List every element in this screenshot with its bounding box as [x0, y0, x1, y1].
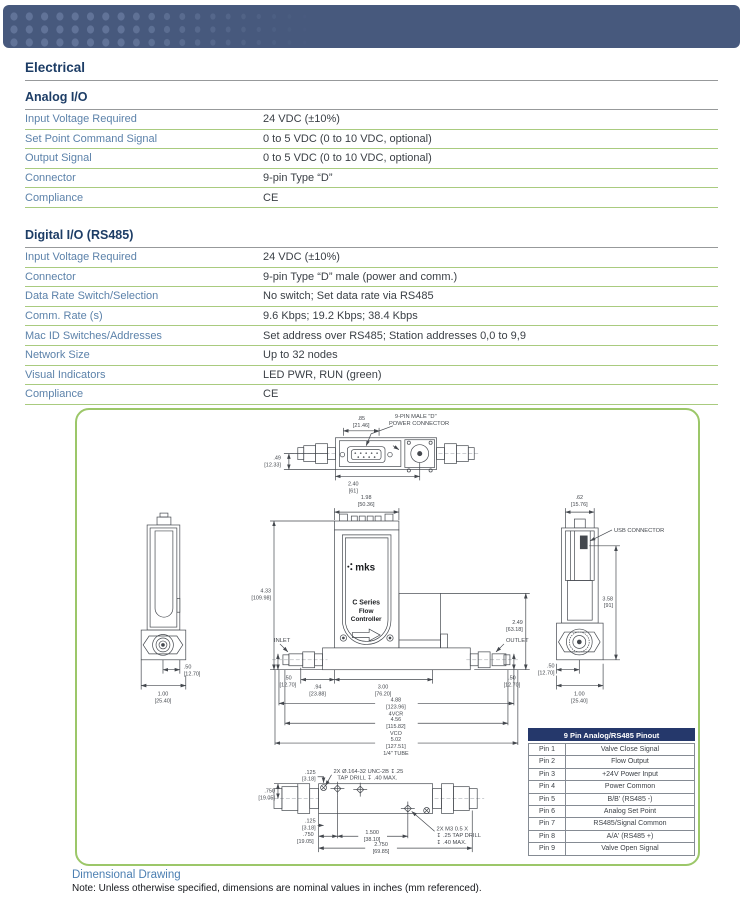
spec-label: Data Rate Switch/Selection	[25, 290, 159, 303]
product-label: Controller	[350, 616, 382, 624]
dim: [63.18]	[506, 627, 523, 634]
dim: .750	[303, 832, 314, 839]
dim: [91]	[603, 603, 614, 610]
top-view	[264, 414, 480, 494]
series-label: C Series	[352, 599, 381, 607]
pin-number: Pin 4	[529, 781, 566, 792]
pin-signal: +24V Power Input	[602, 770, 658, 778]
spec-label: Visual Indicators	[25, 368, 106, 381]
dim: .125	[305, 818, 316, 825]
dim: [25.40]	[154, 698, 172, 705]
drawing-caption-note: Note: Unless otherwise specified, dimensions are nominal values in inches (mm referenced).	[72, 883, 482, 894]
dim: 1.00	[157, 691, 169, 698]
pinout-row	[529, 818, 694, 830]
spec-row	[25, 326, 718, 346]
dim-note: 4VCR	[388, 711, 404, 718]
pin-number: Pin 5	[529, 794, 566, 805]
spec-label: Network Size	[25, 349, 90, 362]
spec-label: Connector	[25, 172, 76, 185]
dim: [109.98]	[251, 595, 272, 602]
pin-number: Pin 8	[529, 831, 566, 842]
dim: [38.10]	[363, 837, 381, 844]
inlet-label: INLET	[274, 637, 291, 644]
callout-tap-m3: ↧ .25 TAP DRILL	[436, 833, 481, 840]
spec-label: Input Voltage Required	[25, 113, 137, 126]
dim: 4.56	[390, 717, 402, 724]
dim: [76.20]	[374, 691, 392, 698]
pinout-row	[529, 744, 694, 756]
dim: .50	[508, 675, 516, 682]
dim: [12.33]	[264, 462, 281, 469]
pin-signal: Analog Set Point	[603, 807, 657, 815]
spec-row	[25, 130, 718, 150]
spec-value: Up to 32 nodes	[263, 349, 338, 362]
spec-value: LED PWR, RUN (green)	[263, 368, 382, 381]
dim: 2.750	[374, 842, 388, 849]
spec-row	[25, 268, 718, 288]
dim: [69.85]	[372, 849, 390, 856]
outlet-label: OUTLET	[505, 637, 529, 644]
dim: .50	[284, 675, 292, 682]
dim-note: 1/4" TUBE	[383, 750, 409, 757]
callout-tap-m3: ↧ .40 MAX.	[436, 840, 467, 847]
spec-label: Mac ID Switches/Addresses	[25, 329, 162, 342]
dim: [12.70]	[279, 682, 297, 689]
pinout-table-body	[528, 743, 695, 856]
spec-value: 0 to 5 VDC (0 to 10 VDC, optional)	[263, 132, 432, 145]
dim: [19.05]	[258, 795, 275, 802]
dim: .94	[313, 684, 322, 691]
spec-label: Compliance	[25, 191, 84, 204]
pin-signal: Flow Output	[611, 758, 649, 766]
digital-spec-table	[25, 248, 718, 405]
spec-row	[25, 188, 718, 208]
analog-spec-table	[25, 110, 718, 208]
spec-value: Set address over RS485; Station addresses 0,0 to 9,9	[263, 329, 526, 342]
dim: 1.98	[360, 495, 372, 502]
pinout-row	[529, 831, 694, 843]
callout-power-connector: 9-PIN MALE "D"	[394, 413, 437, 420]
dim: [19.05]	[297, 839, 314, 846]
left-side-view	[141, 513, 201, 704]
spec-value: CE	[263, 191, 279, 204]
callout-tap-m3: 2X M3 0.5 X	[436, 826, 469, 833]
spec-row	[25, 169, 718, 189]
spec-row	[25, 287, 718, 307]
pin-number: Pin 7	[529, 818, 566, 829]
spec-row	[25, 366, 718, 386]
spec-label: Output Signal	[25, 152, 92, 165]
callout-power-connector: POWER CONNECTOR	[388, 420, 450, 427]
right-side-view	[538, 495, 664, 704]
callout-usb-connector: USB CONNECTOR	[614, 527, 665, 534]
dim: [23.88]	[309, 691, 326, 698]
dim: [50.36]	[357, 502, 375, 509]
dim: .62	[575, 495, 584, 502]
spec-label: Connector	[25, 270, 76, 283]
header-dots-pattern	[3, 5, 343, 48]
usb-port	[580, 536, 587, 549]
dim: [12.70]	[503, 682, 521, 689]
spec-row	[25, 307, 718, 327]
pinout-row	[529, 806, 694, 818]
dim: [127.51]	[386, 744, 406, 751]
pin-number: Pin 6	[529, 806, 566, 817]
pin-signal: Valve Open Signal	[601, 845, 659, 853]
pin-number: Pin 2	[529, 756, 566, 767]
dim: [115.82]	[386, 724, 406, 731]
spec-value: 24 VDC (±10%)	[263, 251, 340, 264]
header-band	[3, 5, 740, 48]
subsection-title-digital: Digital I/O (RS485)	[25, 227, 718, 248]
dim: 5.02	[390, 737, 402, 744]
pin-signal: A/A' (RS485 +)	[606, 832, 654, 840]
pinout-row	[529, 843, 694, 854]
spec-row	[25, 110, 718, 130]
dim: .750	[264, 788, 275, 795]
pinout-row	[529, 781, 694, 793]
spec-value: 9-pin Type “D” male (power and comm.)	[263, 270, 458, 283]
dim: [21.46]	[352, 422, 370, 429]
spec-row	[25, 149, 718, 169]
spec-row	[25, 385, 718, 405]
spec-value: 24 VDC (±10%)	[263, 113, 340, 126]
dim-note: VCO	[390, 731, 402, 738]
pin-signal: Power Common	[604, 783, 656, 791]
spec-value: 9.6 Kbps; 19.2 Kbps; 38.4 Kbps	[263, 310, 418, 323]
dim: 1.00	[574, 691, 585, 698]
electrical-specs	[25, 58, 718, 405]
dim: [3.18]	[302, 776, 316, 783]
spec-label: Input Voltage Required	[25, 251, 137, 264]
dim: [61]	[348, 488, 358, 495]
spec-label: Comm. Rate (s)	[25, 310, 103, 323]
spec-value: 0 to 5 VDC (0 to 10 VDC, optional)	[263, 152, 432, 165]
spec-row	[25, 346, 718, 366]
spec-value: No switch; Set data rate via RS485	[263, 290, 434, 303]
dim: [12.70]	[537, 670, 555, 677]
dim: 3.00	[377, 684, 389, 691]
callout-tap-unc: 2X Ø.164-32 UNC-2B ↧.25	[333, 768, 404, 775]
dim: 2.40	[348, 481, 359, 488]
dim: .50	[183, 664, 192, 671]
mks-logo: mks	[355, 562, 376, 574]
subsection-title-analog: Analog I/O	[25, 89, 718, 110]
dim: [123.96]	[386, 704, 406, 711]
spec-value: CE	[263, 388, 279, 401]
dim: [25.40]	[570, 698, 588, 705]
front-view	[251, 495, 529, 757]
dim: 4.88	[390, 697, 402, 704]
spec-label: Compliance	[25, 388, 84, 401]
spec-row	[25, 248, 718, 268]
pinout-table	[528, 728, 695, 856]
pin-signal: RS485/Signal Common	[593, 820, 667, 828]
dim: [15.76]	[570, 502, 588, 509]
pinout-row	[529, 769, 694, 781]
pin-signal: B/B' (RS485 -)	[607, 795, 653, 803]
callout-tap-unc: TAP DRILL ↧ .40 MAX.	[337, 775, 398, 782]
dim: .85	[357, 415, 366, 422]
dim: [3.18]	[302, 825, 316, 832]
section-title-electrical: Electrical	[25, 58, 718, 81]
pin-number: Pin 1	[529, 744, 566, 755]
dim: .49	[273, 455, 281, 462]
pin-number: Pin 3	[529, 769, 566, 780]
spec-value: 9-pin Type “D”	[263, 172, 333, 185]
pinout-row	[529, 794, 694, 806]
pin-number: Pin 9	[529, 843, 566, 854]
drawing-caption-title: Dimensional Drawing	[72, 869, 181, 881]
dim: 1.500	[365, 830, 379, 837]
drawing-caption	[72, 869, 482, 894]
pin-signal: Valve Close Signal	[600, 746, 660, 753]
spec-label: Set Point Command Signal	[25, 132, 158, 145]
dim: .50	[546, 663, 555, 670]
dim: .125	[305, 769, 316, 776]
pinout-row	[529, 756, 694, 768]
product-label: Flow	[358, 608, 374, 616]
dim: 2.49	[512, 620, 523, 627]
dim: [12.70]	[183, 671, 201, 678]
pinout-table-title: 9 Pin Analog/RS485 Pinout	[528, 728, 695, 741]
dim: 4.33	[260, 588, 272, 595]
bottom-view	[258, 768, 484, 855]
dim: 3.58	[602, 596, 614, 603]
